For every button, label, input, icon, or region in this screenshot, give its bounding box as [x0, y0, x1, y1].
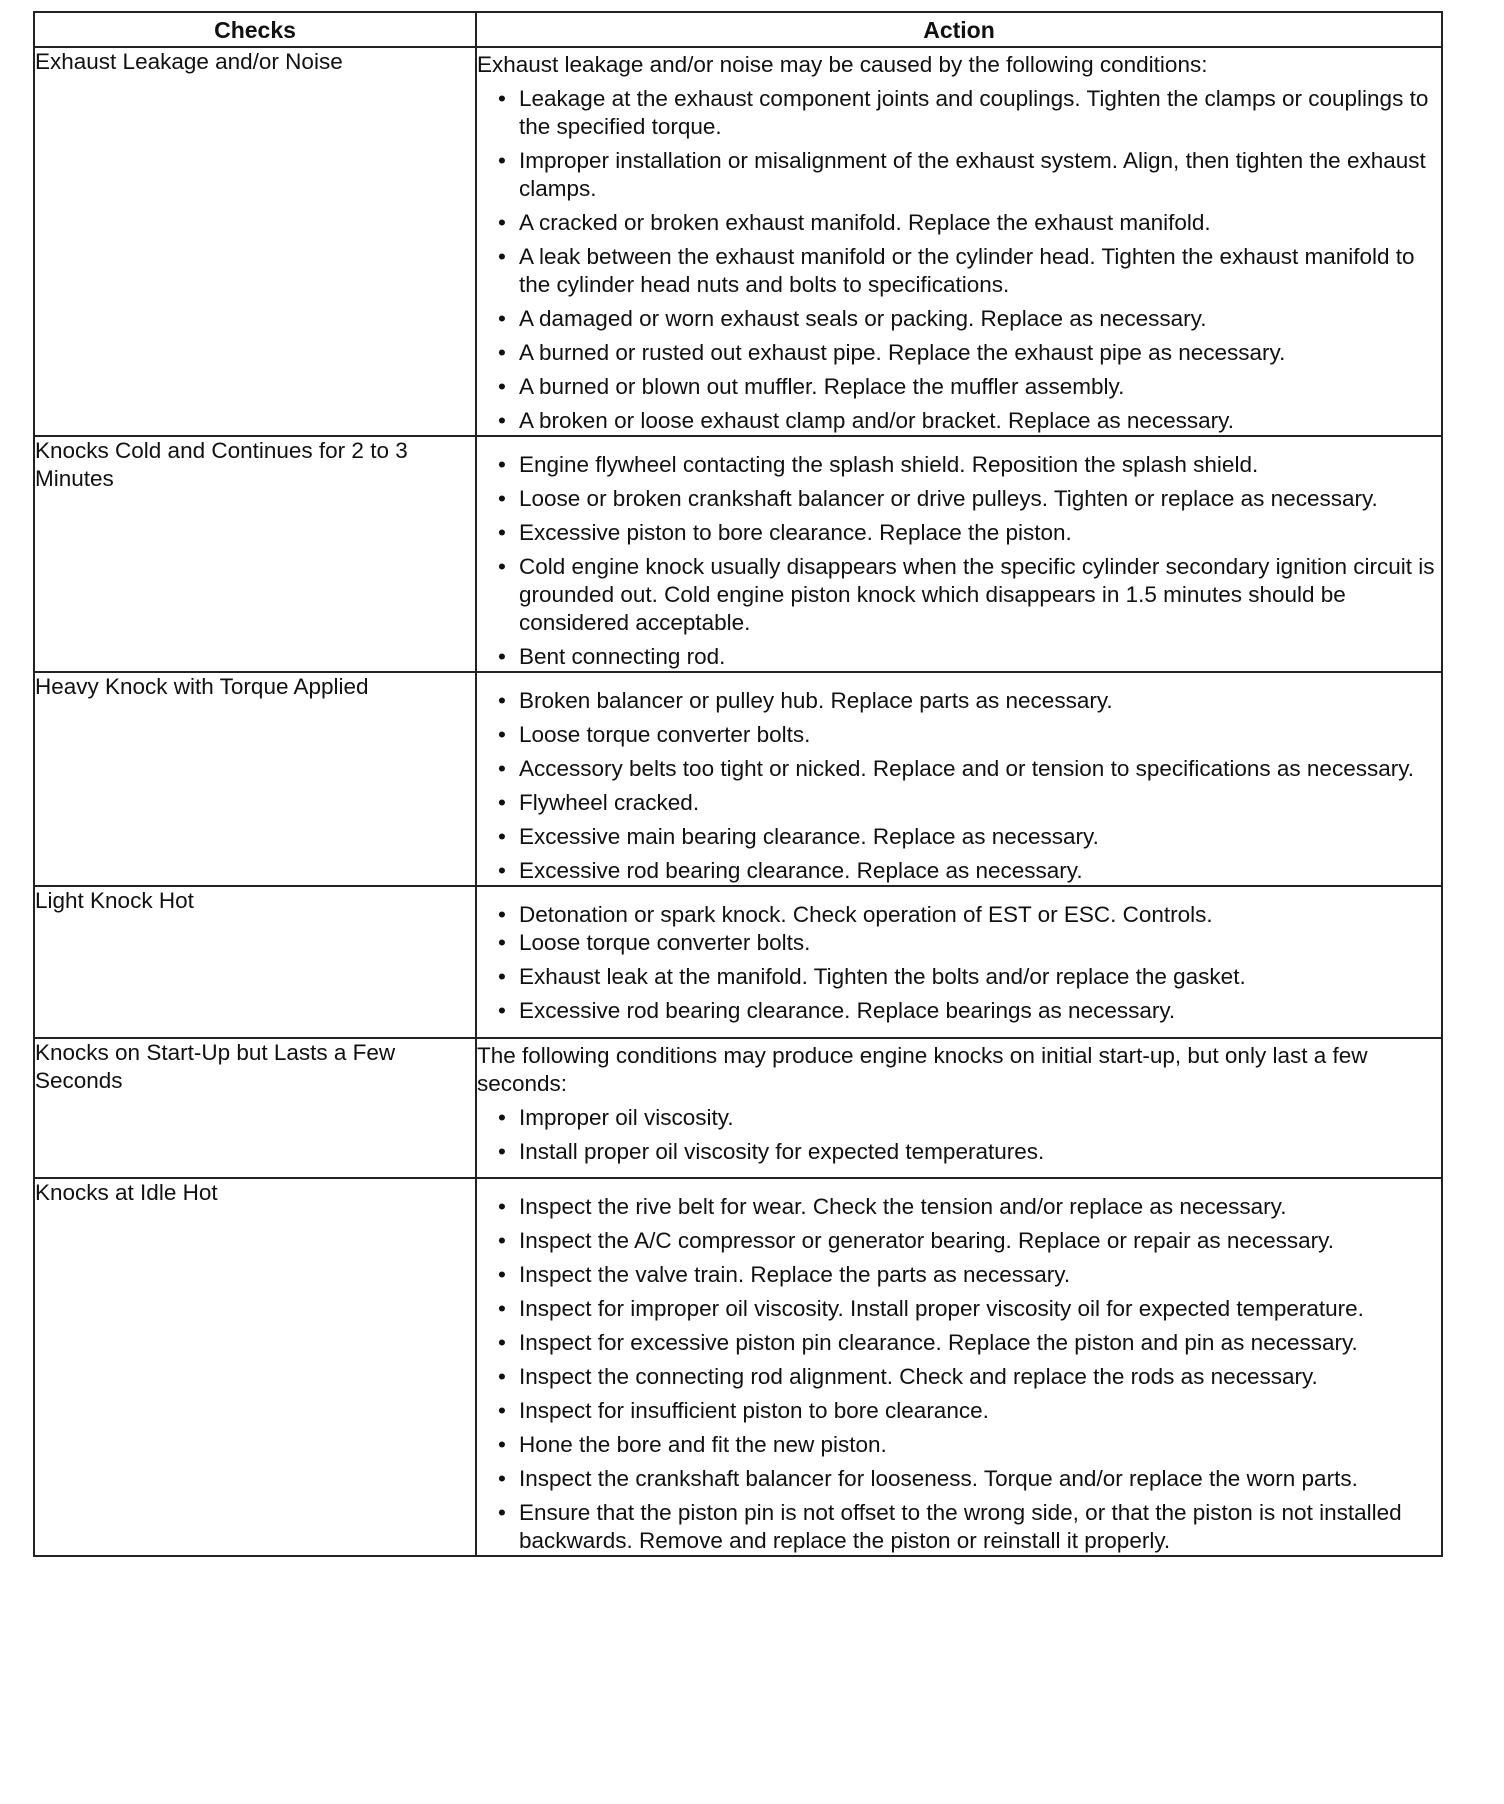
table-row	[34, 47, 1442, 436]
table-row	[34, 886, 1442, 1038]
table-header	[34, 12, 1442, 47]
check-cell	[34, 1178, 476, 1556]
action-item: • Cold engine knock usually disappears when the specific cylinder secondary ignition circuit is grounded out. Cold engine piston knock which disappears in 1.5 minutes should be considered acceptable.	[477, 553, 1441, 637]
table-row	[34, 436, 1442, 672]
action-list	[477, 687, 1441, 885]
action-item: • Loose or broken crankshaft balancer or drive pulleys. Tighten or replace as necessary.	[477, 485, 1441, 513]
check-label: Heavy Knock with Torque Applied	[35, 674, 369, 699]
action-item: • Inspect for improper oil viscosity. Install proper viscosity oil for expected temperature.	[477, 1295, 1441, 1323]
check-cell	[34, 672, 476, 886]
action-list	[477, 1193, 1441, 1555]
action-item: • Excessive rod bearing clearance. Replace as necessary.	[477, 857, 1441, 885]
action-cell	[476, 436, 1442, 672]
action-item: • Hone the bore and fit the new piston.	[477, 1431, 1441, 1459]
action-item: • A broken or loose exhaust clamp and/or bracket. Replace as necessary.	[477, 407, 1441, 435]
action-item: • Ensure that the piston pin is not offset to the wrong side, or that the piston is not installed backwards. Remove and replace the piston or reinstall it properly.	[477, 1499, 1441, 1555]
action-item: • Loose torque converter bolts.	[477, 929, 1441, 957]
check-cell	[34, 47, 476, 436]
action-item: • Engine flywheel contacting the splash shield. Reposition the splash shield.	[477, 451, 1441, 479]
action-item: • Exhaust leak at the manifold. Tighten the bolts and/or replace the gasket.	[477, 963, 1441, 991]
table-row	[34, 672, 1442, 886]
action-item: • Loose torque converter bolts.	[477, 721, 1441, 749]
action-item: • Broken balancer or pulley hub. Replace parts as necessary.	[477, 687, 1441, 715]
action-item: • A burned or blown out muffler. Replace the muffler assembly.	[477, 373, 1441, 401]
action-item: • Inspect the valve train. Replace the parts as necessary.	[477, 1261, 1441, 1289]
check-label: Knocks on Start-Up but Lasts a Few Seconds	[35, 1040, 396, 1093]
action-item: • Inspect the crankshaft balancer for looseness. Torque and/or replace the worn parts.	[477, 1465, 1441, 1493]
action-item: • A cracked or broken exhaust manifold. Replace the exhaust manifold.	[477, 209, 1441, 237]
check-label: Light Knock Hot	[35, 888, 194, 913]
check-label: Exhaust Leakage and/or Noise	[35, 49, 343, 74]
header-row	[34, 12, 1442, 47]
action-item: • Accessory belts too tight or nicked. Replace and or tension to specifications as necessary.	[477, 755, 1441, 783]
action-item: • Improper installation or misalignment of the exhaust system. Align, then tighten the exhaust clamps.	[477, 147, 1441, 203]
action-item: • Inspect for insufficient piston to bore clearance.	[477, 1397, 1441, 1425]
action-cell	[476, 886, 1442, 1038]
action-item: • A leak between the exhaust manifold or the cylinder head. Tighten the exhaust manifold to the cylinder head nuts and bolts to specifications.	[477, 243, 1441, 299]
action-item: • Leakage at the exhaust component joints and couplings. Tighten the clamps or couplings to the specified torque.	[477, 85, 1441, 141]
action-cell	[476, 672, 1442, 886]
action-item: • Flywheel cracked.	[477, 789, 1441, 817]
action-cell	[476, 1038, 1442, 1178]
action-item: • Inspect the connecting rod alignment. Check and replace the rods as necessary.	[477, 1363, 1441, 1391]
action-item: • Detonation or spark knock. Check operation of EST or ESC. Controls.	[477, 901, 1441, 929]
table-row	[34, 1178, 1442, 1556]
action-item: • Improper oil viscosity.	[477, 1104, 1441, 1132]
action-cell	[476, 1178, 1442, 1556]
action-list	[477, 901, 1441, 1025]
header-checks: Checks	[34, 12, 476, 47]
action-intro: Exhaust leakage and/or noise may be caused by the following conditions:	[477, 52, 1208, 77]
action-item: • Inspect for excessive piston pin clearance. Replace the piston and pin as necessary.	[477, 1329, 1441, 1357]
check-cell	[34, 436, 476, 672]
action-item: • Bent connecting rod.	[477, 643, 1441, 671]
action-list	[477, 1104, 1441, 1166]
action-item: • Install proper oil viscosity for expected temperatures.	[477, 1138, 1441, 1166]
header-action: Action	[476, 12, 1442, 47]
check-cell	[34, 1038, 476, 1178]
diagnostic-table	[33, 11, 1443, 1557]
check-label: Knocks at Idle Hot	[35, 1180, 218, 1205]
table-body	[34, 47, 1442, 1556]
action-list	[477, 85, 1441, 435]
check-label: Knocks Cold and Continues for 2 to 3 Minutes	[35, 438, 408, 491]
table-row	[34, 1038, 1442, 1178]
action-item: • Inspect the rive belt for wear. Check the tension and/or replace as necessary.	[477, 1193, 1441, 1221]
action-item: • Excessive main bearing clearance. Replace as necessary.	[477, 823, 1441, 851]
action-item: • A burned or rusted out exhaust pipe. Replace the exhaust pipe as necessary.	[477, 339, 1441, 367]
action-list	[477, 451, 1441, 671]
check-cell	[34, 886, 476, 1038]
action-item: • Excessive rod bearing clearance. Replace bearings as necessary.	[477, 997, 1441, 1025]
action-cell	[476, 47, 1442, 436]
action-item: • Inspect the A/C compressor or generator bearing. Replace or repair as necessary.	[477, 1227, 1441, 1255]
action-intro: The following conditions may produce engine knocks on initial start-up, but only last a few seconds:	[477, 1043, 1368, 1096]
action-item: • A damaged or worn exhaust seals or packing. Replace as necessary.	[477, 305, 1441, 333]
action-item: • Excessive piston to bore clearance. Replace the piston.	[477, 519, 1441, 547]
